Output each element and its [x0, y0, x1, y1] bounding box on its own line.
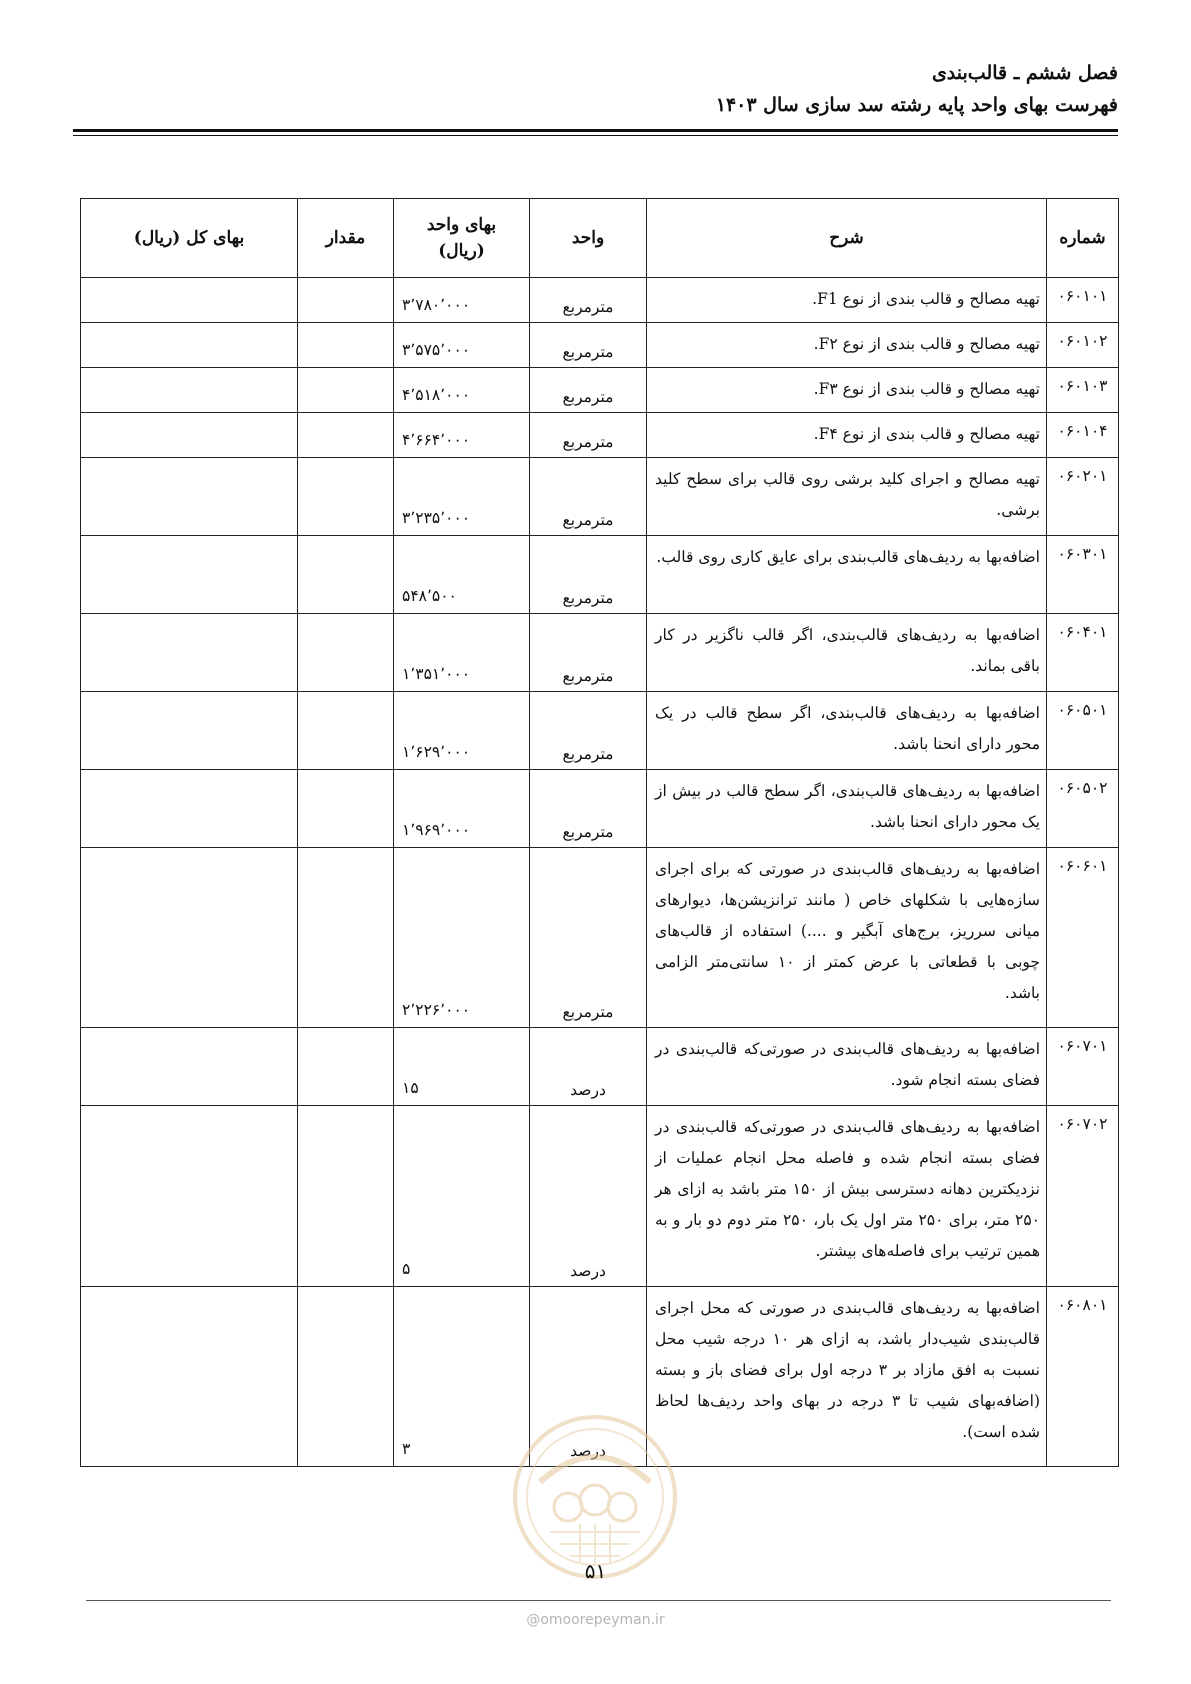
table-row	[81, 1106, 1119, 1287]
row-unit: مترمربع	[530, 614, 647, 692]
row-unit: مترمربع	[530, 323, 647, 368]
row-quantity[interactable]	[298, 614, 394, 692]
row-description: اضافه‌بها به ردیف‌های قالب‌بندی، اگر سطح قالب در بیش از یک محور دارای انحنا باشد.	[647, 770, 1047, 848]
row-code: ۰۶۰۱۰۲	[1047, 323, 1119, 368]
row-quantity[interactable]	[298, 278, 394, 323]
row-description: تهیه مصالح و اجرای کلید برشی روی قالب برای سطح کلید برشی.	[647, 458, 1047, 536]
row-unit-price: ۳٬۲۳۵٬۰۰۰	[394, 458, 530, 536]
row-code: ۰۶۰۴۰۱	[1047, 614, 1119, 692]
website-link[interactable]: @omoorepeyman.ir	[526, 1612, 665, 1628]
row-description: اضافه‌بها به ردیف‌های قالب‌بندی، اگر سطح قالب در یک محور دارای انحنا باشد.	[647, 692, 1047, 770]
column-header-unit-price	[394, 199, 530, 278]
row-unit-price: ۳٬۷۸۰٬۰۰۰	[394, 278, 530, 323]
row-description: اضافه‌بها به ردیف‌های قالب‌بندی در صورتی‌که قالب‌بندی در فضای بسته انجام شود.	[647, 1028, 1047, 1106]
row-total-price[interactable]	[81, 323, 298, 368]
row-unit: مترمربع	[530, 770, 647, 848]
page-header	[73, 58, 1118, 122]
table-row	[81, 1287, 1119, 1467]
row-quantity[interactable]	[298, 413, 394, 458]
row-total-price[interactable]	[81, 413, 298, 458]
table-header-row	[81, 199, 1119, 278]
row-unit-price: ۲٬۲۲۶٬۰۰۰	[394, 848, 530, 1028]
row-unit-price: ۵۴۸٬۵۰۰	[394, 536, 530, 614]
row-description: اضافه‌بها به ردیف‌های قالب‌بندی در صورتی که محل اجرای قالب‌بندی شیب‌دار باشد، به ازای هر ۱۰ درجه شیب محل نسبت به افق مازاد بر ۳ درجه اول برای فضای باز و بسته (اضافه‌بهای شیب تا ۳ درجه در بهای واحد ردیف‌ها لحاظ شده است).	[647, 1287, 1047, 1467]
table-row	[81, 692, 1119, 770]
row-quantity[interactable]	[298, 692, 394, 770]
unit-price-label: بهای واحد	[426, 215, 497, 235]
row-code: ۰۶۰۱۰۴	[1047, 413, 1119, 458]
table-row	[81, 848, 1119, 1028]
row-code: ۰۶۰۱۰۳	[1047, 368, 1119, 413]
row-unit: مترمربع	[530, 848, 647, 1028]
table-row	[81, 614, 1119, 692]
row-unit-price: ۱۵	[394, 1028, 530, 1106]
page-number: ۵۱	[584, 1559, 607, 1583]
row-quantity[interactable]	[298, 368, 394, 413]
row-total-price[interactable]	[81, 770, 298, 848]
table-row	[81, 323, 1119, 368]
row-description: اضافه‌بها به ردیف‌های قالب‌بندی در صورتی‌که قالب‌بندی در فضای بسته انجام شده و فاصله محل انجام عملیات از نزدیکترین دهانه دسترسی بیش از ۱۵۰ متر باشد به ازای هر ۲۵۰ متر، برای ۲۵۰ متر اول یک بار، ۲۵۰ متر دوم دو بار و به همین ترتیب برای فاصله‌های بیشتر.	[647, 1106, 1047, 1287]
row-quantity[interactable]	[298, 458, 394, 536]
row-description: تهیه مصالح و قالب بندی از نوع F۳.	[647, 368, 1047, 413]
row-total-price[interactable]	[81, 278, 298, 323]
row-total-price[interactable]	[81, 368, 298, 413]
footer-rule	[86, 1600, 1111, 1601]
row-code: ۰۶۰۷۰۱	[1047, 1028, 1119, 1106]
row-unit: مترمربع	[530, 413, 647, 458]
row-code: ۰۶۰۸۰۱	[1047, 1287, 1119, 1467]
row-unit: مترمربع	[530, 278, 647, 323]
row-total-price[interactable]	[81, 848, 298, 1028]
row-quantity[interactable]	[298, 1287, 394, 1467]
unit-price-currency: (ریال)	[438, 241, 485, 261]
row-unit-price: ۵	[394, 1106, 530, 1287]
table-row	[81, 458, 1119, 536]
row-quantity[interactable]	[298, 848, 394, 1028]
row-unit: درصد	[530, 1028, 647, 1106]
row-unit: مترمربع	[530, 692, 647, 770]
row-code: ۰۶۰۱۰۱	[1047, 278, 1119, 323]
row-quantity[interactable]	[298, 770, 394, 848]
table-row	[81, 413, 1119, 458]
row-quantity[interactable]	[298, 536, 394, 614]
column-header-total-price: بهای کل (ریال)	[81, 199, 298, 278]
row-total-price[interactable]	[81, 536, 298, 614]
row-unit: مترمربع	[530, 536, 647, 614]
table-body	[81, 278, 1119, 1467]
row-quantity[interactable]	[298, 323, 394, 368]
column-header-description: شرح	[647, 199, 1047, 278]
column-header-unit: واحد	[530, 199, 647, 278]
row-unit-price: ۱٬۶۲۹٬۰۰۰	[394, 692, 530, 770]
row-description: اضافه‌بها به ردیف‌های قالب‌بندی، اگر قالب ناگزیر در کار باقی بماند.	[647, 614, 1047, 692]
row-total-price[interactable]	[81, 1028, 298, 1106]
row-unit: مترمربع	[530, 368, 647, 413]
row-code: ۰۶۰۳۰۱	[1047, 536, 1119, 614]
row-total-price[interactable]	[81, 614, 298, 692]
price-list-table	[80, 198, 1119, 1467]
row-unit: مترمربع	[530, 458, 647, 536]
row-description: اضافه‌بها به ردیف‌های قالب‌بندی برای عایق کاری روی قالب.	[647, 536, 1047, 614]
row-unit: درصد	[530, 1287, 647, 1467]
row-unit-price: ۱٬۹۶۹٬۰۰۰	[394, 770, 530, 848]
row-unit: درصد	[530, 1106, 647, 1287]
row-total-price[interactable]	[81, 1287, 298, 1467]
row-unit-price: ۳	[394, 1287, 530, 1467]
row-description: تهیه مصالح و قالب بندی از نوع F۲.	[647, 323, 1047, 368]
column-header-code: شماره	[1047, 199, 1119, 278]
row-code: ۰۶۰۵۰۱	[1047, 692, 1119, 770]
row-unit-price: ۱٬۳۵۱٬۰۰۰	[394, 614, 530, 692]
header-rule-thin	[73, 135, 1118, 136]
row-unit-price: ۳٬۵۷۵٬۰۰۰	[394, 323, 530, 368]
row-code: ۰۶۰۶۰۱	[1047, 848, 1119, 1028]
row-total-price[interactable]	[81, 1106, 298, 1287]
header-rule	[73, 129, 1118, 132]
row-unit-price: ۴٬۵۱۸٬۰۰۰	[394, 368, 530, 413]
row-code: ۰۶۰۷۰۲	[1047, 1106, 1119, 1287]
document-title: فهرست بهای واحد پایه رشته سد سازی سال ۱۴۰۳	[715, 94, 1118, 116]
row-code: ۰۶۰۲۰۱	[1047, 458, 1119, 536]
row-total-price[interactable]	[81, 692, 298, 770]
row-description: تهیه مصالح و قالب بندی از نوع F۴.	[647, 413, 1047, 458]
table-row	[81, 368, 1119, 413]
row-unit-price: ۴٬۶۶۴٬۰۰۰	[394, 413, 530, 458]
table-row	[81, 278, 1119, 323]
row-description: تهیه مصالح و قالب بندی از نوع F1.	[647, 278, 1047, 323]
row-quantity[interactable]	[298, 1028, 394, 1106]
chapter-title: فصل ششم ـ قالب‌بندی	[931, 62, 1118, 84]
table-row	[81, 1028, 1119, 1106]
column-header-quantity: مقدار	[298, 199, 394, 278]
row-quantity[interactable]	[298, 1106, 394, 1287]
row-description: اضافه‌بها به ردیف‌های قالب‌بندی در صورتی که برای اجرای سازه‌هایی با شکلهای خاص ( مانند ترانزیشن‌ها، دیوارهای میانی سرریز، برج‌های آبگیر و ....) استفاده از قالب‌های چوبی با قطعاتی با عرض کمتر از ۱۰ سانتی‌متر الزامی باشد.	[647, 848, 1047, 1028]
table-row	[81, 770, 1119, 848]
row-total-price[interactable]	[81, 458, 298, 536]
table-row	[81, 536, 1119, 614]
row-code: ۰۶۰۵۰۲	[1047, 770, 1119, 848]
